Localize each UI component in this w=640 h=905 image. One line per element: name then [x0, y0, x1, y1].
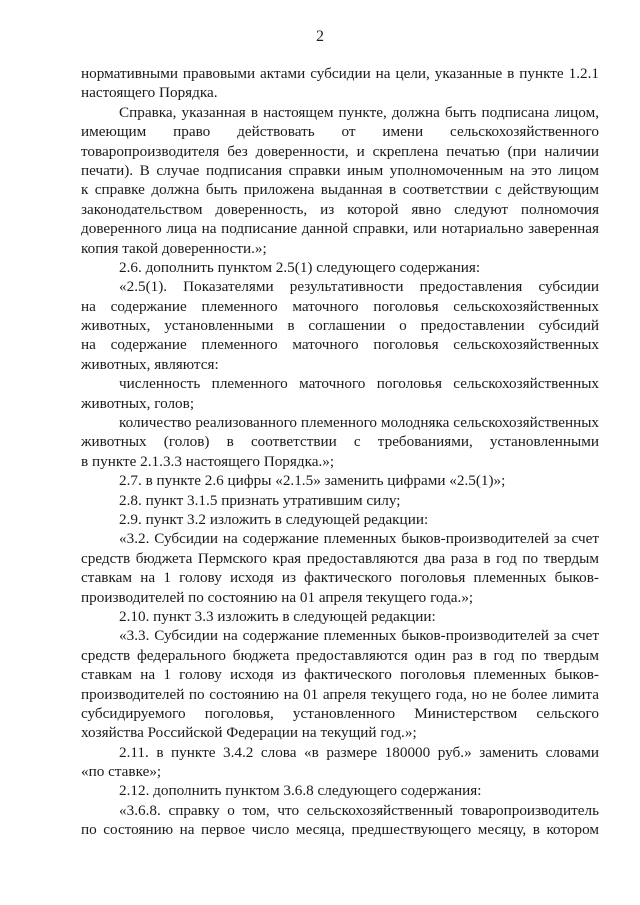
text-line: 2.6. дополнить пунктом 2.5(1) следующего содержания:: [119, 258, 481, 276]
text-line: законодательством доверенность, из которой явно следуют полномочия: [81, 200, 599, 218]
text-line: имеющим право действовать от имени сельскохозяйственного: [81, 123, 599, 141]
text-line: «3.3. Субсидии на содержание племенных быков-производителей за счет: [119, 627, 599, 645]
text-line: животных (голов) в соответствии с требованиями, установленными: [81, 433, 599, 451]
text-line: численность племенного маточного поголовья сельскохозяйственных: [119, 375, 599, 393]
text-line: ставкам на 1 голову исходя из фактического поголовья племенных быков-: [81, 569, 599, 587]
text-line: настоящего Порядка.: [81, 84, 218, 102]
text-line: доверенного лица на подписание данной справки, или нотариально заверенная: [81, 220, 599, 238]
text-line: ставкам на 1 голову исходя из фактического поголовья племенных быков-: [81, 666, 599, 684]
text-line: производителей по состоянию на 01 апреля текущего года, но не более лимита: [81, 685, 599, 703]
text-line: «3.2. Субсидии на содержание племенных быков-производителей за счет: [119, 530, 599, 548]
text-line: по состоянию на первое число месяца, предшествующего месяцу, в котором: [81, 821, 599, 839]
text-line: хозяйства Российской Федерации на текущий год.»;: [81, 724, 417, 742]
text-line: средств бюджета Пермского края предоставляются два раза в год по твердым: [81, 549, 599, 567]
text-line: животных, являются:: [81, 355, 219, 373]
document-body: [81, 64, 599, 840]
text-line: 2.9. пункт 3.2 изложить в следующей редакции:: [119, 510, 429, 528]
text-line: производителей по состоянию на 01 апреля текущего года.»;: [81, 588, 474, 606]
text-line: товаропроизводителя без доверенности, и скреплена печатью (при наличии: [81, 142, 599, 160]
text-line: к справке должна быть приложена выданная в соответствии с действующим: [81, 181, 599, 199]
text-line: «по ставке»;: [81, 763, 162, 781]
text-line: 2.12. дополнить пунктом 3.6.8 следующего содержания:: [119, 782, 482, 800]
text-line: печати). В случае подписания справки иным уполномоченным на это лицом: [81, 161, 599, 179]
text-line: «3.6.8. справку о том, что сельскохозяйственный товаропроизводитель: [119, 801, 599, 819]
text-line: нормативными правовыми актами субсидии на цели, указанные в пункте 1.2.1: [81, 65, 599, 82]
text-line: 2.8. пункт 3.1.5 признать утратившим силу;: [119, 491, 401, 509]
text-line: животных, установленными в соглашении о предоставлении субсидий: [81, 317, 599, 335]
text-line: животных, голов;: [81, 394, 195, 412]
text-line: 2.11. в пункте 3.4.2 слова «в размере 180000 руб.» заменить словами: [119, 743, 599, 761]
text-line: на содержание племенного маточного поголовья сельскохозяйственных: [81, 336, 599, 354]
text-line: Справка, указанная в настоящем пункте, должна быть подписана лицом,: [119, 103, 599, 121]
text-line: количество реализованного племенного молодняка сельскохозяйственных: [119, 414, 599, 432]
text-line: в пункте 2.1.3.3 настоящего Порядка.»;: [81, 452, 335, 470]
text-line: 2.10. пункт 3.3 изложить в следующей редакции:: [119, 607, 436, 625]
text-line: «2.5(1). Показателями результативности предоставления субсидии: [119, 278, 599, 296]
text-line: субсидируемого поголовья, установленного Министерством сельского: [81, 704, 599, 722]
text-line: 2.7. в пункте 2.6 цифры «2.1.5» заменить цифрами «2.5(1)»;: [119, 472, 506, 490]
text-line: средств федерального бюджета предоставляются один раз в год по твердым: [81, 646, 599, 664]
page-number: 2: [316, 28, 324, 45]
text-line: на содержание племенного маточного поголовья сельскохозяйственных: [81, 297, 599, 315]
text-line: копия такой доверенности.»;: [81, 239, 267, 257]
